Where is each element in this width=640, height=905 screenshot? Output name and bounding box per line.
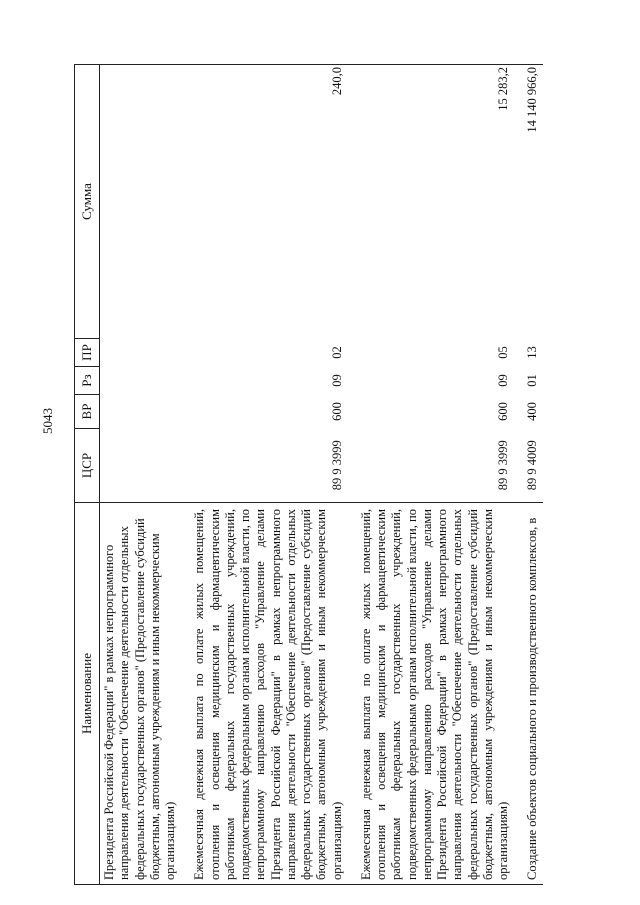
row-name [100, 503, 181, 885]
header-rz: Рз [75, 367, 100, 395]
row-pr: 13 [525, 346, 540, 359]
table-row [357, 65, 514, 885]
row-pr [100, 339, 181, 367]
row-rz: 01 [525, 374, 540, 387]
row-vr: 600 [329, 402, 344, 421]
row-name [357, 503, 514, 885]
table-row [523, 65, 542, 885]
row-csr: 89 9 4009 [525, 440, 540, 491]
row-name-text: Президента Российской Федерации" в рамках непрограммного направления деятельности "Обеспечение деятельности отдельных федеральных государственных органов" (Предоставление субсидий бюджетным, автономным учреждениям и иным некоммерческим организациям) [102, 518, 177, 880]
row-csr: 89 9 3999 [496, 440, 510, 491]
header-csr: ЦСР [75, 429, 100, 503]
row-name [523, 503, 542, 885]
row-sum: 14 140 966,0 [523, 65, 542, 339]
table-header [75, 65, 100, 885]
header-pr: ПР [75, 339, 100, 367]
row-name-text: Ежемесячная денежная выплата по оплате жилых помещений, отопления и освещения медицинским и фармацевтическим работникам федеральных государственных учреждений, подведомственных федеральным органам исполнительной власти, по непрограммному направлению расходов "Управление делами Президента Российской Федерации" в рамках непрограммного направления деятельности "Обеспечение деятельности отдельных федеральных государственных органов" (Предоставление субсидий бюджетным, автономным учреждениям и иным некоммерческим организациям) [358, 509, 510, 880]
row-csr [100, 429, 181, 503]
row-name [190, 503, 347, 885]
table-row [100, 65, 181, 885]
row-sum [100, 65, 181, 339]
row-pr: 05 [496, 346, 510, 359]
header-vr: ВР [75, 395, 100, 429]
row-csr: 89 9 3999 [329, 440, 344, 491]
row-rz: 09 [496, 374, 510, 387]
row-sum: 15 283,2 [357, 65, 514, 339]
rotated-page [74, 65, 614, 885]
row-name-text: Создание объектов социального и производственного комплексов, в [525, 517, 540, 880]
row-vr: 400 [525, 402, 540, 421]
row-rz: 09 [329, 374, 344, 387]
row-sum: 240,0 [190, 65, 347, 339]
header-name: Наименование [75, 503, 100, 885]
row-rz [100, 367, 181, 395]
row-name-text: Ежемесячная денежная выплата по оплате жилых помещений, отопления и освещения медицинским и фармацевтическим работникам федеральных государственных учреждений, подведомственных федеральным органам исполнительной власти, по непрограммному направлению расходов "Управление делами Президента Российской Федерации" в рамках непрограммного направления деятельности "Обеспечение деятельности отдельных федеральных государственных органов" (Предоставление субсидий бюджетным, автономным учреждениям и иным некоммерческим организациям) [192, 509, 344, 880]
page-number: 5043 [40, 408, 55, 434]
budget-table [74, 64, 543, 885]
row-vr: 600 [496, 402, 510, 421]
header-sum: Сумма [75, 65, 100, 339]
row-pr: 02 [329, 346, 344, 359]
table-row [190, 65, 347, 885]
row-vr [100, 395, 181, 429]
